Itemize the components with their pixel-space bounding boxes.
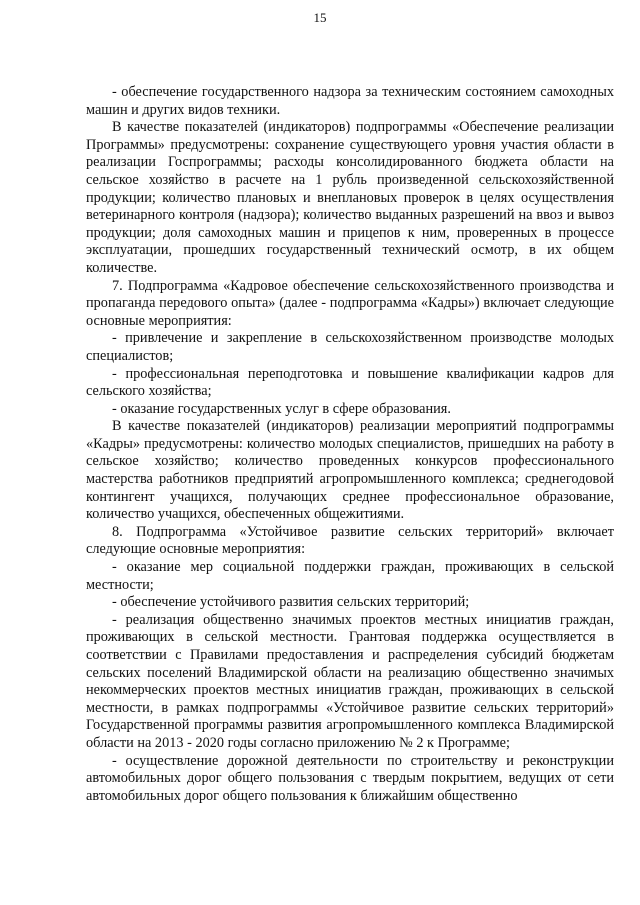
paragraph: 7. Подпрограмма «Кадровое обеспечение сельскохозяйственного производства и пропаганда передового опыта» (далее - подпрограмма «Кадры») включает следующие основные мероприятия:	[86, 277, 614, 329]
paragraph: В качестве показателей (индикаторов) подпрограммы «Обеспечение реализации Программы» предусмотрены: сохранение существующего уровня участия области в реализации Госпрограммы; расходы консолидированного бюджета области на сельское хозяйство в расчете на 1 рубль произведенной сельскохозяйственной продукции; количество плановых и внеплановых проверок в целях осуществления ветеринарного контроля (надзора); количество выданных разрешений на ввоз и вывоз продукции; доля самоходных машин и прицепов к ним, проверенных в процессе эксплуатации, прошедших государственный технический осмотр, в их общем количестве.	[86, 119, 614, 276]
paragraph: - привлечение и закрепление в сельскохозяйственном производстве молодых специалистов;	[86, 330, 614, 364]
paragraph: - оказание государственных услуг в сфере образования.	[112, 400, 451, 417]
paragraph: - обеспечение государственного надзора за техническим состоянием самоходных машин и других видов техники.	[86, 84, 614, 118]
page-number: 15	[313, 10, 327, 25]
paragraph: 8. Подпрограмма «Устойчивое развитие сельских территорий» включает следующие основные мероприятия:	[86, 523, 614, 558]
body-text	[86, 84, 614, 805]
paragraph: - обеспечение устойчивого развития сельских территорий;	[112, 594, 470, 611]
paragraph: - оказание мер социальной поддержки граждан, проживающих в сельской местности;	[86, 559, 614, 593]
paragraph: - осуществление дорожной деятельности по строительству и реконструкции автомобильных дорог общего пользования с твердым покрытием, ведущих от сети автомобильных дорог общего пользования к ближайшим общественно	[86, 752, 614, 804]
paragraph: В качестве показателей (индикаторов) реализации мероприятий подпрограммы «Кадры» предусмотрены: количество молодых специалистов, пришедших на работу в сельское хозяйство; количество проведенных конкурсов профессионального мастерства работников предприятий агропромышленного комплекса; среднегодовой контингент учащихся, получающих среднее профессиональное образование, количество учащихся, обеспеченных общежитиями.	[86, 418, 614, 523]
paragraph: - профессиональная переподготовка и повышение квалификации кадров для сельского хозяйства;	[86, 365, 614, 400]
paragraph: - реализация общественно значимых проектов местных инициатив граждан, проживающих в сельской местности. Грантовая поддержка осуществляется в соответствии с Правилами предоставления и распределения субсидий бюджетам сельских поселений Владимирской области на реализацию общественно значимых некоммерческих проектов местных инициатив граждан, проживающих в сельской местности, в рамках подпрограммы «Устойчивое развитие сельских территорий» Государственной программы развития агропромышленного комплекса Владимирской области на 2013 - 2020 годы согласно приложению № 2 к Программе;	[86, 611, 614, 751]
